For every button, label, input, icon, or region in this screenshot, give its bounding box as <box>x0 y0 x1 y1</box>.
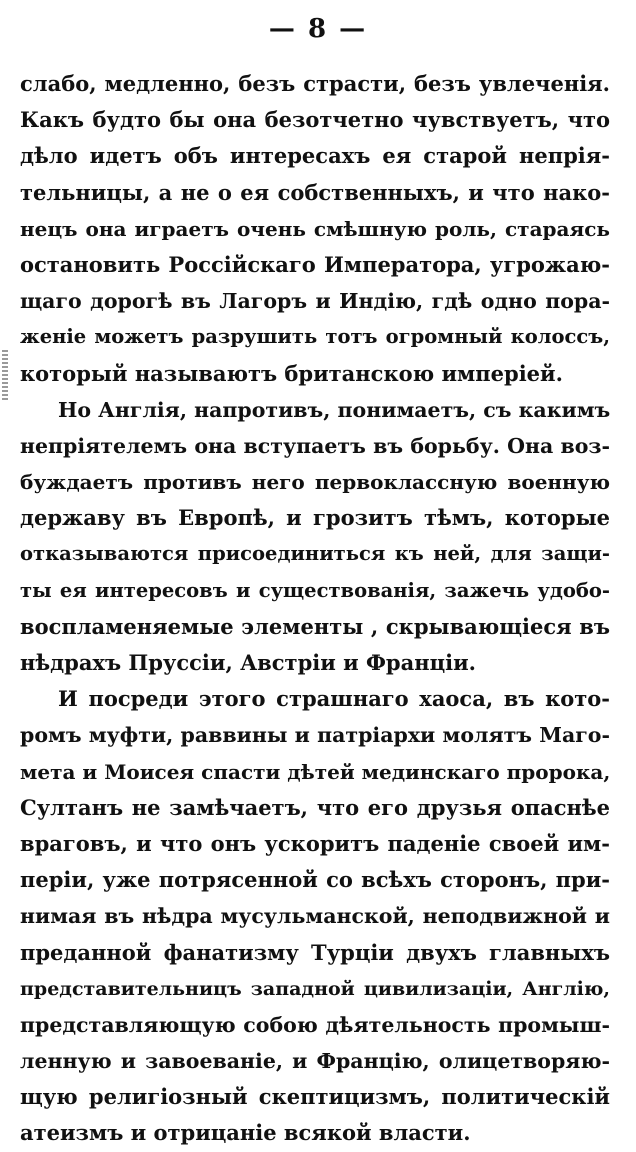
text-line: нимая въ нѣдра мусульманской, неподвижной и <box>20 904 610 929</box>
text-line: нѣдрахъ Пруссіи, Австріи и Франціи. <box>20 650 476 675</box>
text-line: который называютъ британскою имперіей. <box>20 360 563 386</box>
text-line: ты ея интересовъ и существованія, зажечь удобо- <box>20 578 610 602</box>
text-line: ленную и завоеваніе, и Францію, олицетворяю- <box>20 1049 610 1074</box>
body-text <box>20 66 610 1152</box>
text-line: женіе можетъ разрушить тотъ огромный колоссъ, <box>20 325 610 349</box>
text-line: періи, уже потрясенной со всѣхъ сторонъ, при- <box>20 867 610 893</box>
text-line: отказываются присоединиться къ ней, для защи- <box>20 542 610 566</box>
text-line: воспламеняемые элементы , скрывающіеся въ <box>20 613 610 639</box>
text-line: щаго дорогѣ въ Лагоръ и Индію, гдѣ одно пора- <box>20 289 610 314</box>
text-line: буждаетъ противъ него первоклассную военную <box>20 470 610 495</box>
text-line: непріятелемъ она вступаетъ въ борьбу. Она воз- <box>20 433 610 458</box>
text-line: слабо, медленно, безъ страсти, безъ увлеченія. <box>20 71 610 96</box>
text-line: тельницы, а не о ея собственныхъ, и что нако- <box>20 179 610 205</box>
paragraph-start-line: И посреди этого страшнаго хаоса, въ кото- <box>58 686 610 712</box>
text-line: Какъ будто бы она безотчетно чувствуетъ, что <box>20 107 610 133</box>
text-line: державу въ Европѣ, и грозитъ тѣмъ, которые <box>20 505 610 531</box>
margin-mark <box>2 350 8 402</box>
text-line: щую религіозный скептицизмъ, политическій <box>20 1084 610 1110</box>
text-line: преданной фанатизму Турціи двухъ главныхъ <box>20 939 610 965</box>
text-line: враговъ, и что онъ ускоритъ паденіе своей им- <box>20 830 610 856</box>
text-line: представляющую собою дѣятельность промыш- <box>20 1012 610 1037</box>
text-line: мета и Моисея спасти дѣтей мединскаго пророка, <box>20 759 610 784</box>
text-line: ромъ муфти, раввины и патріархи молятъ Магo- <box>20 723 610 748</box>
text-line: остановить Россійскаго Императора, угрожаю- <box>20 251 610 277</box>
paragraph-start-line: Но Англія, напротивъ, понимаетъ, съ какимъ <box>58 397 610 422</box>
text-line: атеизмъ и отрицаніе всякой власти. <box>20 1120 471 1146</box>
page-number: — 8 — <box>268 14 368 44</box>
text-line: Султанъ не замѣчаетъ, что его друзья опаснѣе <box>20 794 610 820</box>
text-line: дѣло идетъ объ интересахъ ея старой непрія- <box>20 143 610 169</box>
text-line: представительницъ западной цивилизаціи, Англію, <box>20 977 610 1000</box>
text-line: нецъ она играетъ очень смѣшную роль, стараясь <box>20 216 610 241</box>
